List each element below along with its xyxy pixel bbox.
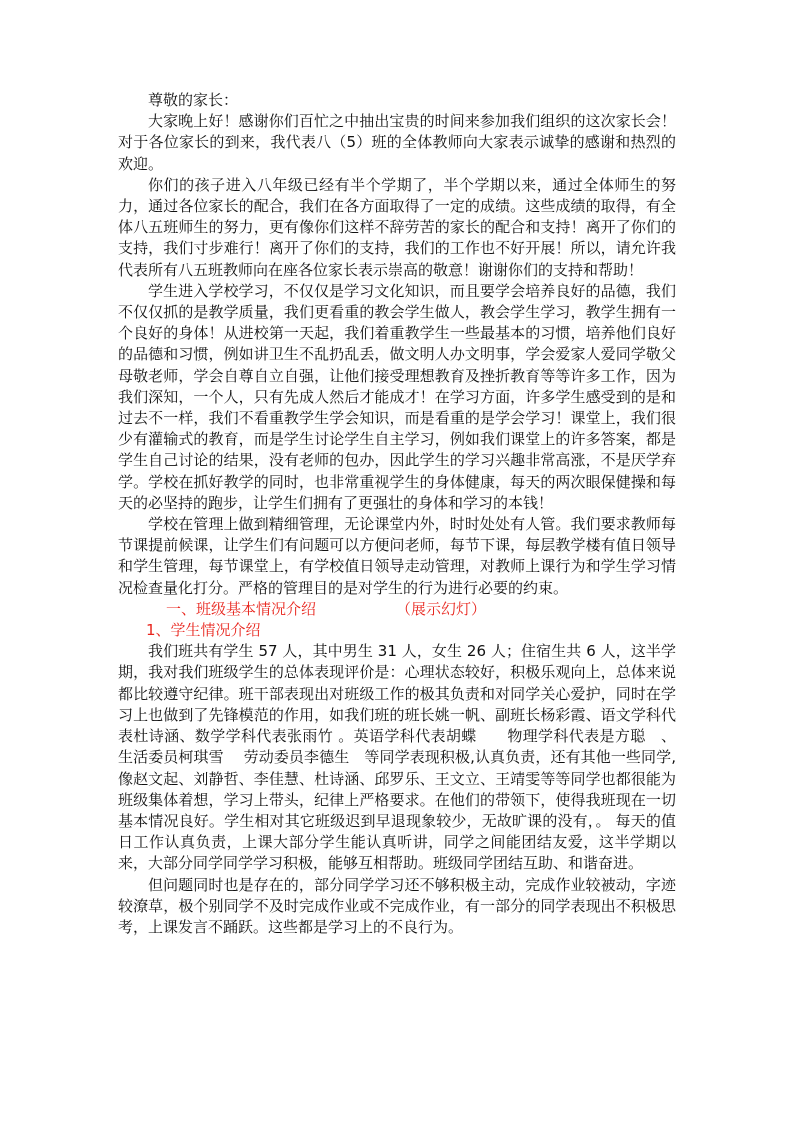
student-overview-paragraph: 我们班共有学生 57 人，其中男生 31 人，女生 26 人；住宿生共 6 人，这半学期，我对我们班级学生的总体表现评价是：心理状态较好，积极乐观向上，总体来说都比较遵守纪律。班干部表现出对班级工作的极其负责和对同学关心爱护，同时在学习上也做到了先锋模范的作用，如我们班的班长姚一帆、副班长杨彩霞、语文学科代表杜诗涵、数学学科代表张雨竹 。英语学科代表胡蝶 物理学科代表是方聪 、生活委员柯琪雪 劳动委员李德生 等同学表现积极,认真负责，还有其他一些同学,像赵文起、刘静哲、李佳慧、杜诗涵、邱罗乐、王文立、王靖雯等等同学也都很能为班级集体着想，学习上带头，纪律上严格要求。在他们的带领下，使得我班现在一切基本情况良好。学生相对其它班级迟到早退现象较少，无故旷课的没有，。 每天的值日工作认真负责，上课大部分学生能认真听讲，同学之间能团结友爱，这半学期以来，大部分同学同学学习积极，能够互相帮助。班级同学团结互助、和谐奋进。 [118,642,676,873]
section-heading-title: 一、班级基本情况介绍 [166,599,317,618]
section-heading [118,599,676,620]
letter-paragraph-education: 学生进入学校学习，不仅仅是学习文化知识，而且要学会培养良好的品德，我们不仅仅抓的是教学质量，我们更看重的教会学生做人，教会学生学习，教学生拥有一个良好的身体！从进校第一天起，我们着重教学生一些最基本的习惯，培养他们良好的品德和习惯，例如讲卫生不乱扔乱丢，做文明人办文明事，学会爱家人爱同学敬父母敬老师，学会自尊自立自强，让他们接受理想教育及挫折教育等等许多工作，因为我们深知，一个人，只有先成人然后才能成才！在学习方面，许多学生感受到的是和过去不一样，我们不看重教学生学会知识，而是看重的是学会学习！课堂上，我们很少有灌输式的教育，而是学生讨论学生自主学习，例如我们课堂上的许多答案，都是学生自己讨论的结果，没有老师的包办，因此学生的学习兴趣非常高涨，不是厌学弃学。学校在抓好教学的同时，也非常重视学生的身体健康，每天的两次眼保健操和每天的必坚持的跑步，让学生们拥有了更强壮的身体和学习的本钱！ [118,281,676,512]
letter-paragraph-management: 学校在管理上做到精细管理，无论课堂内外，时时处处有人管。我们要求教师每节课提前候课，让学生们有问题可以方便问老师，每节下课，每层教学楼有值日领导和学生管理，每节课堂上，有学校值日领导走动管理，对教师上课行为和学生学习情况检查量化打分。严格的管理目的是对学生的行为进行必要的约束。 [118,515,676,597]
sub-heading: 1、学生情况介绍 [146,621,261,640]
letter-paragraph-welcome: 大家晚上好！感谢你们百忙之中抽出宝贵的时间来参加我们组织的这次家长会！对于各位家长的到来，我代表八（5）班的全体教师向大家表示诚挚的感谢和热烈的欢迎。 [118,112,676,173]
document-page [118,90,676,938]
letter-greeting: 尊敬的家长： [148,91,239,109]
section-heading-note: （展示幻灯） [396,599,487,618]
letter-paragraph-thanks: 你们的孩子进入八年级已经有半个学期了，半个学期以来，通过全体师生的努力，通过各位家长的配合，我们在各方面取得了一定的成绩。这些成绩的取得，有全体八五班师生的努力，更有像你们这样不辞劳苦的家长的配合和支持！离开了你们的支持，我们寸步难行！离开了你们的支持，我们的工作也不好开展！所以，请允许我代表所有八五班教师向在座各位家长表示崇高的敬意！谢谢你们的支持和帮助！ [118,175,676,279]
student-issues-paragraph: 但问题同时也是存在的，部分同学学习还不够积极主动，完成作业较被动，字迹较潦草，极个别同学不及时完成作业或不完成作业，有一部分的同学表现出不积极思考，上课发言不踊跃。这些都是学习上的不良行为。 [118,875,676,936]
